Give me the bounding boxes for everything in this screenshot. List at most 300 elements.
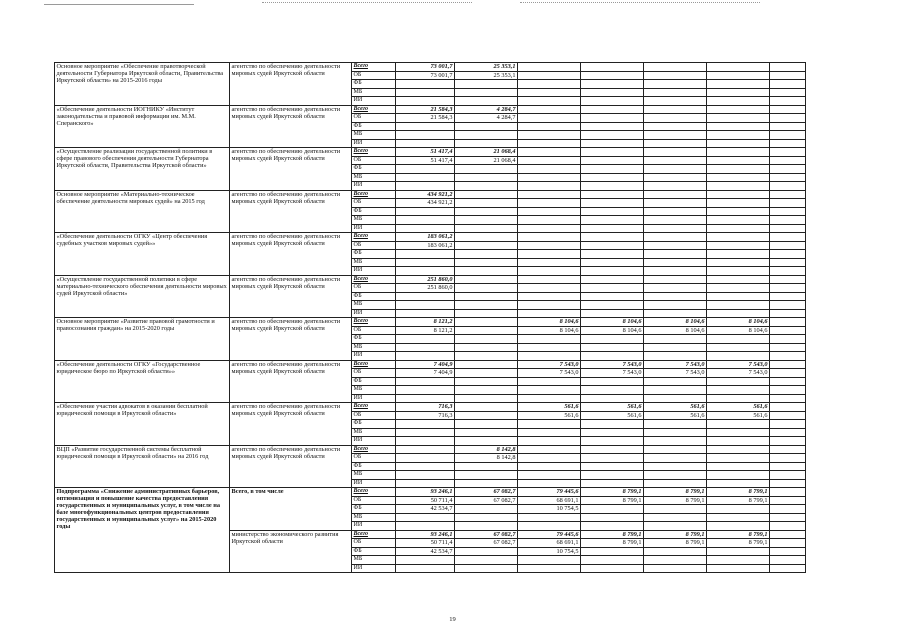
scan-artifact-line	[44, 4, 194, 5]
amount-cell	[396, 352, 455, 361]
amount-cell	[644, 216, 707, 225]
amount-cell	[396, 292, 455, 301]
amount-cell	[707, 420, 770, 429]
responsible-executor: агентство по обеспечению деятельности мировых судей Иркутской области	[230, 318, 352, 361]
amount-cell	[770, 377, 806, 386]
amount-cell	[396, 309, 455, 318]
amount-cell	[518, 275, 581, 284]
amount-cell	[581, 522, 644, 531]
amount-cell	[518, 343, 581, 352]
amount-cell	[707, 301, 770, 310]
responsible-executor: Всего, в том числе	[230, 488, 352, 531]
amount-cell	[770, 122, 806, 131]
amount-cell	[770, 445, 806, 454]
amount-cell: 50 711,4	[396, 539, 455, 548]
amount-cell	[644, 165, 707, 174]
amount-cell	[707, 190, 770, 199]
amount-cell	[396, 428, 455, 437]
amount-cell	[770, 301, 806, 310]
amount-cell	[396, 335, 455, 344]
amount-cell	[455, 199, 518, 208]
amount-cell	[455, 275, 518, 284]
amount-cell	[644, 122, 707, 131]
amount-cell	[644, 284, 707, 293]
amount-cell	[707, 258, 770, 267]
amount-cell	[770, 207, 806, 216]
amount-cell: 51 417,4	[396, 156, 455, 165]
amount-cell: 42 534,7	[396, 505, 455, 514]
amount-cell	[581, 454, 644, 463]
amount-cell: 8 121,2	[396, 318, 455, 327]
amount-cell	[581, 377, 644, 386]
amount-cell	[396, 513, 455, 522]
amount-cell	[396, 122, 455, 131]
amount-cell	[455, 428, 518, 437]
amount-cell	[644, 190, 707, 199]
amount-cell: 4 284,7	[455, 105, 518, 114]
amount-cell	[518, 437, 581, 446]
amount-cell	[770, 479, 806, 488]
amount-cell	[396, 80, 455, 89]
table-row	[55, 233, 806, 242]
amount-cell	[455, 403, 518, 412]
budget-table	[54, 62, 806, 573]
amount-cell: 10 754,5	[518, 547, 581, 556]
amount-cell	[455, 182, 518, 191]
amount-cell: 68 691,1	[518, 539, 581, 548]
amount-cell	[581, 241, 644, 250]
funding-source-label: ОБ	[352, 284, 396, 293]
measure-name: Основное мероприятие «Обеспечение правотворческой деятельности Губернатора Иркутской области, Правительства Иркутской области» на 2015-2016 годы	[55, 63, 230, 106]
funding-source-label: ОБ	[352, 411, 396, 420]
amount-cell	[581, 105, 644, 114]
amount-cell	[581, 148, 644, 157]
amount-cell	[644, 71, 707, 80]
amount-cell	[707, 547, 770, 556]
amount-cell	[455, 377, 518, 386]
funding-source-label: МБ	[352, 258, 396, 267]
amount-cell	[396, 182, 455, 191]
amount-cell: 8 104,6	[707, 326, 770, 335]
amount-cell	[455, 241, 518, 250]
funding-source-label: ИИ	[352, 139, 396, 148]
amount-cell: 51 417,4	[396, 148, 455, 157]
amount-cell	[581, 207, 644, 216]
amount-cell: 8 799,1	[581, 530, 644, 539]
amount-cell	[455, 462, 518, 471]
amount-cell	[644, 505, 707, 514]
amount-cell	[581, 394, 644, 403]
funding-source-label: ИИ	[352, 437, 396, 446]
amount-cell	[396, 207, 455, 216]
amount-cell	[644, 224, 707, 233]
amount-cell	[455, 165, 518, 174]
amount-cell: 8 142,8	[455, 454, 518, 463]
amount-cell	[644, 522, 707, 531]
amount-cell	[770, 462, 806, 471]
funding-source-label: МБ	[352, 301, 396, 310]
amount-cell: 434 921,2	[396, 199, 455, 208]
amount-cell	[396, 471, 455, 480]
amount-cell	[707, 471, 770, 480]
amount-cell	[644, 131, 707, 140]
amount-cell	[455, 309, 518, 318]
amount-cell	[644, 275, 707, 284]
amount-cell	[707, 479, 770, 488]
measure-name: Основное мероприятие «Развитие правовой грамотности и правосознания граждан» на 2015-2020 годы	[55, 318, 230, 361]
measure-name: «Обеспечение участия адвокатов в оказании бесплатной юридической помощи в Иркутской области»	[55, 403, 230, 446]
amount-cell	[644, 258, 707, 267]
amount-cell	[770, 199, 806, 208]
amount-cell	[581, 471, 644, 480]
amount-cell	[581, 156, 644, 165]
amount-cell	[518, 131, 581, 140]
funding-source-label: ИИ	[352, 394, 396, 403]
amount-cell	[455, 547, 518, 556]
amount-cell	[707, 173, 770, 182]
amount-cell	[581, 216, 644, 225]
funding-source-label: ИИ	[352, 479, 396, 488]
amount-cell	[455, 224, 518, 233]
amount-cell	[707, 207, 770, 216]
amount-cell	[644, 114, 707, 123]
amount-cell: 7 543,0	[581, 369, 644, 378]
amount-cell: 183 061,2	[396, 241, 455, 250]
table-row	[55, 105, 806, 114]
amount-cell	[644, 241, 707, 250]
amount-cell: 8 104,6	[707, 318, 770, 327]
amount-cell	[581, 122, 644, 131]
amount-cell	[644, 233, 707, 242]
amount-cell	[707, 343, 770, 352]
amount-cell	[707, 564, 770, 573]
funding-source-label: Всего	[352, 488, 396, 497]
funding-source-label: Всего	[352, 233, 396, 242]
table-row	[55, 63, 806, 72]
funding-source-label: Всего	[352, 148, 396, 157]
amount-cell	[396, 556, 455, 565]
amount-cell	[770, 71, 806, 80]
amount-cell	[644, 292, 707, 301]
amount-cell	[518, 258, 581, 267]
amount-cell: 8 799,1	[707, 539, 770, 548]
amount-cell	[396, 97, 455, 106]
amount-cell	[770, 360, 806, 369]
amount-cell: 251 860,0	[396, 284, 455, 293]
amount-cell	[770, 564, 806, 573]
amount-cell	[518, 122, 581, 131]
funding-source-label: ФБ	[352, 505, 396, 514]
amount-cell	[644, 420, 707, 429]
amount-cell	[518, 454, 581, 463]
amount-cell: 8 104,6	[518, 326, 581, 335]
amount-cell	[455, 505, 518, 514]
amount-cell	[581, 564, 644, 573]
amount-cell	[518, 80, 581, 89]
amount-cell	[770, 165, 806, 174]
funding-source-label: ОБ	[352, 156, 396, 165]
amount-cell	[518, 182, 581, 191]
funding-source-label: Всего	[352, 190, 396, 199]
amount-cell	[770, 216, 806, 225]
funding-source-label: МБ	[352, 173, 396, 182]
amount-cell	[707, 80, 770, 89]
amount-cell	[707, 114, 770, 123]
amount-cell	[396, 258, 455, 267]
amount-cell	[581, 97, 644, 106]
amount-cell	[770, 428, 806, 437]
amount-cell: 8 799,1	[644, 488, 707, 497]
amount-cell	[455, 284, 518, 293]
amount-cell	[707, 216, 770, 225]
amount-cell	[707, 88, 770, 97]
amount-cell	[770, 386, 806, 395]
amount-cell	[581, 224, 644, 233]
amount-cell	[770, 352, 806, 361]
amount-cell	[707, 233, 770, 242]
funding-source-label: ФБ	[352, 547, 396, 556]
amount-cell	[455, 360, 518, 369]
amount-cell	[455, 386, 518, 395]
page-number: 19	[449, 616, 456, 623]
amount-cell	[644, 352, 707, 361]
amount-cell	[770, 539, 806, 548]
amount-cell	[518, 564, 581, 573]
amount-cell: 8 799,1	[707, 488, 770, 497]
responsible-executor: агентство по обеспечению деятельности мировых судей Иркутской области	[230, 233, 352, 276]
amount-cell	[518, 190, 581, 199]
funding-source-label: ОБ	[352, 71, 396, 80]
amount-cell: 8 799,1	[581, 496, 644, 505]
amount-cell	[644, 139, 707, 148]
amount-cell	[644, 173, 707, 182]
amount-cell: 561,6	[581, 411, 644, 420]
amount-cell	[707, 156, 770, 165]
amount-cell	[770, 454, 806, 463]
amount-cell	[770, 148, 806, 157]
amount-cell	[518, 267, 581, 276]
amount-cell	[581, 386, 644, 395]
amount-cell	[770, 97, 806, 106]
amount-cell: 79 445,6	[518, 488, 581, 497]
amount-cell: 561,6	[707, 411, 770, 420]
amount-cell	[518, 233, 581, 242]
amount-cell	[644, 343, 707, 352]
amount-cell: 8 799,1	[707, 496, 770, 505]
amount-cell	[455, 139, 518, 148]
amount-cell	[644, 309, 707, 318]
amount-cell	[518, 139, 581, 148]
amount-cell	[396, 250, 455, 259]
amount-cell	[455, 267, 518, 276]
amount-cell	[770, 437, 806, 446]
amount-cell	[518, 462, 581, 471]
amount-cell	[644, 394, 707, 403]
responsible-executor: агентство по обеспечению деятельности мировых судей Иркутской области	[230, 190, 352, 233]
amount-cell	[581, 437, 644, 446]
amount-cell	[644, 105, 707, 114]
amount-cell: 7 543,0	[644, 360, 707, 369]
amount-cell	[455, 556, 518, 565]
amount-cell	[396, 454, 455, 463]
amount-cell	[396, 437, 455, 446]
funding-source-label: ФБ	[352, 80, 396, 89]
amount-cell	[770, 547, 806, 556]
amount-cell: 21 584,3	[396, 105, 455, 114]
amount-cell: 7 543,0	[518, 360, 581, 369]
funding-source-label: МБ	[352, 556, 396, 565]
amount-cell	[396, 224, 455, 233]
amount-cell	[518, 513, 581, 522]
amount-cell	[581, 63, 644, 72]
amount-cell	[707, 522, 770, 531]
funding-source-label: ФБ	[352, 250, 396, 259]
amount-cell	[581, 114, 644, 123]
amount-cell	[770, 343, 806, 352]
amount-cell	[644, 156, 707, 165]
funding-source-label: ИИ	[352, 564, 396, 573]
amount-cell	[707, 224, 770, 233]
amount-cell	[707, 250, 770, 259]
measure-name: «Осуществление реализации государственной политики в сфере правового обеспечения деятельности Губернатора Иркутской области, Правительства Иркутской области»	[55, 148, 230, 191]
amount-cell	[644, 63, 707, 72]
funding-source-label: ОБ	[352, 454, 396, 463]
amount-cell	[770, 114, 806, 123]
amount-cell	[581, 275, 644, 284]
amount-cell	[455, 420, 518, 429]
amount-cell	[518, 148, 581, 157]
funding-source-label: Всего	[352, 530, 396, 539]
funding-source-label: Всего	[352, 105, 396, 114]
amount-cell	[396, 420, 455, 429]
amount-cell	[518, 301, 581, 310]
amount-cell	[644, 513, 707, 522]
amount-cell	[644, 250, 707, 259]
amount-cell: 68 691,1	[518, 496, 581, 505]
amount-cell	[707, 386, 770, 395]
amount-cell	[518, 224, 581, 233]
amount-cell	[707, 267, 770, 276]
amount-cell	[581, 80, 644, 89]
amount-cell: 8 104,6	[581, 318, 644, 327]
amount-cell	[581, 513, 644, 522]
amount-cell	[770, 403, 806, 412]
amount-cell	[707, 394, 770, 403]
amount-cell	[770, 530, 806, 539]
amount-cell	[396, 88, 455, 97]
amount-cell	[518, 386, 581, 395]
amount-cell	[707, 352, 770, 361]
amount-cell: 8 799,1	[707, 530, 770, 539]
responsible-executor: агентство по обеспечению деятельности мировых судей Иркутской области	[230, 403, 352, 446]
funding-source-label: МБ	[352, 386, 396, 395]
amount-cell: 8 799,1	[644, 530, 707, 539]
amount-cell	[770, 309, 806, 318]
amount-cell	[396, 301, 455, 310]
funding-source-label: ОБ	[352, 114, 396, 123]
table-row	[55, 445, 806, 454]
funding-source-label: ИИ	[352, 352, 396, 361]
amount-cell	[644, 454, 707, 463]
amount-cell	[581, 284, 644, 293]
funding-source-label: ИИ	[352, 309, 396, 318]
amount-cell: 8 799,1	[581, 539, 644, 548]
amount-cell	[644, 547, 707, 556]
amount-cell	[644, 377, 707, 386]
amount-cell	[707, 105, 770, 114]
amount-cell	[770, 284, 806, 293]
amount-cell	[455, 292, 518, 301]
amount-cell: 25 353,1	[455, 63, 518, 72]
amount-cell	[707, 505, 770, 514]
funding-source-label: Всего	[352, 275, 396, 284]
funding-source-label: Всего	[352, 360, 396, 369]
amount-cell	[770, 156, 806, 165]
amount-cell: 8 104,6	[581, 326, 644, 335]
funding-source-label: ФБ	[352, 207, 396, 216]
amount-cell	[644, 301, 707, 310]
amount-cell	[581, 190, 644, 199]
amount-cell	[770, 250, 806, 259]
amount-cell	[644, 97, 707, 106]
amount-cell: 67 082,7	[455, 496, 518, 505]
funding-source-label: МБ	[352, 88, 396, 97]
amount-cell	[518, 284, 581, 293]
amount-cell	[518, 216, 581, 225]
amount-cell	[518, 471, 581, 480]
amount-cell	[770, 488, 806, 497]
amount-cell	[396, 216, 455, 225]
funding-source-label: ОБ	[352, 326, 396, 335]
table-row	[55, 360, 806, 369]
amount-cell: 4 284,7	[455, 114, 518, 123]
amount-cell: 67 082,7	[455, 488, 518, 497]
amount-cell	[770, 173, 806, 182]
amount-cell	[581, 88, 644, 97]
amount-cell	[581, 267, 644, 276]
amount-cell	[770, 369, 806, 378]
amount-cell	[455, 207, 518, 216]
measure-name: «Обеспечение деятельности ОГКУ «Государственное юридическое бюро по Иркутской области»»	[55, 360, 230, 403]
amount-cell	[455, 318, 518, 327]
amount-cell	[770, 224, 806, 233]
amount-cell	[455, 411, 518, 420]
amount-cell	[707, 63, 770, 72]
amount-cell	[770, 139, 806, 148]
amount-cell	[770, 496, 806, 505]
measure-name: «Осуществление государственной политики в сфере материально-технического обеспечения деятельности мировых судей Иркутской области»	[55, 275, 230, 318]
amount-cell	[581, 445, 644, 454]
amount-cell	[770, 131, 806, 140]
amount-cell	[518, 71, 581, 80]
funding-source-label: ФБ	[352, 335, 396, 344]
amount-cell: 8 799,1	[581, 488, 644, 497]
amount-cell: 21 584,3	[396, 114, 455, 123]
amount-cell	[455, 80, 518, 89]
funding-source-label: Всего	[352, 403, 396, 412]
amount-cell	[770, 190, 806, 199]
amount-cell	[455, 97, 518, 106]
amount-cell	[396, 522, 455, 531]
amount-cell	[518, 173, 581, 182]
amount-cell	[707, 513, 770, 522]
amount-cell	[581, 258, 644, 267]
amount-cell	[581, 250, 644, 259]
funding-source-label: ФБ	[352, 165, 396, 174]
amount-cell	[581, 182, 644, 191]
amount-cell: 434 921,2	[396, 190, 455, 199]
amount-cell	[770, 105, 806, 114]
